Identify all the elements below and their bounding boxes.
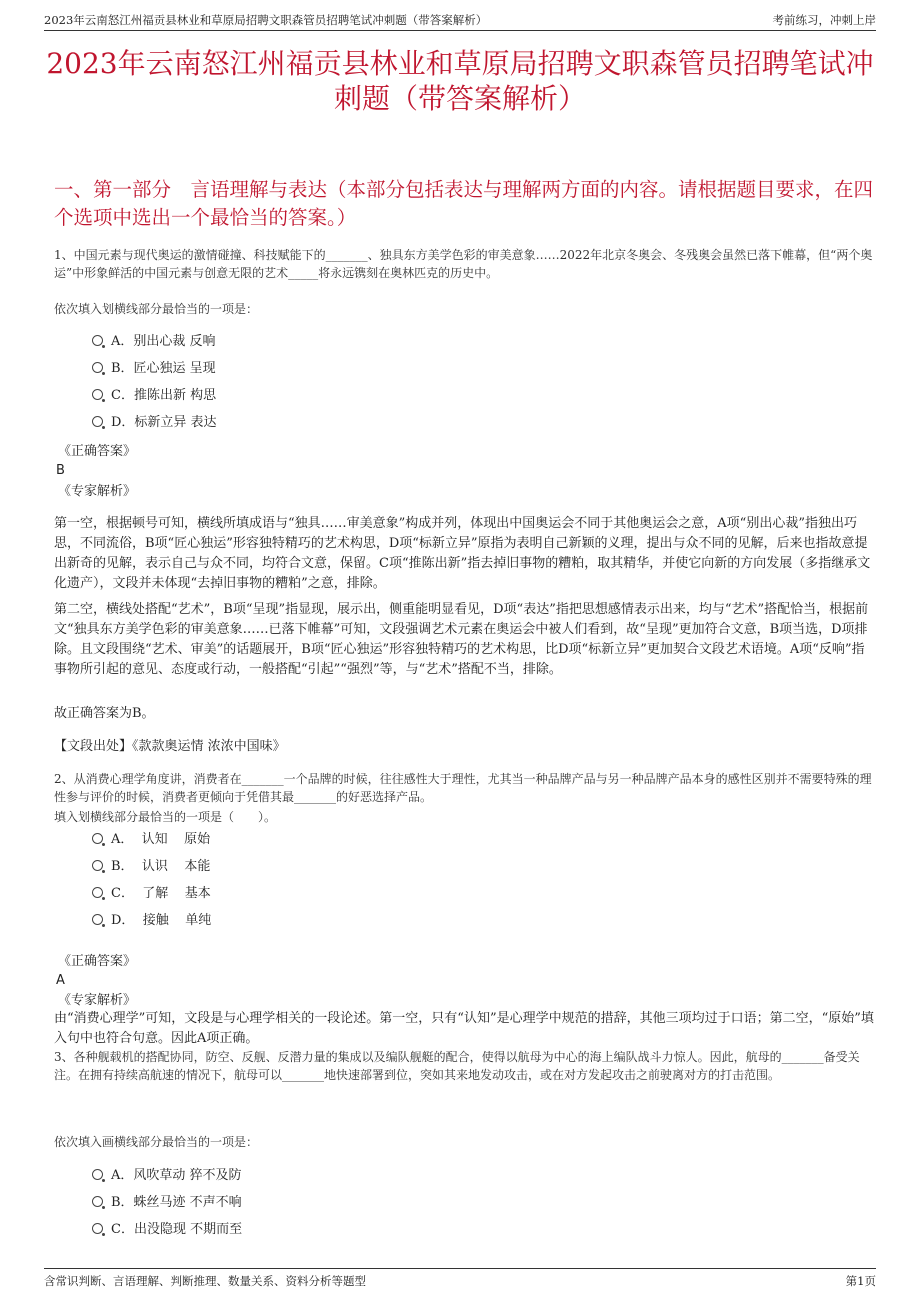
q2-option-b[interactable]: [92, 858, 210, 876]
radio-icon[interactable]: [92, 860, 103, 871]
q1-option-d-label: D．标新立异 表达: [111, 415, 217, 430]
q1-option-b[interactable]: [92, 360, 216, 378]
q2-option-b-label: B． 认识 本能: [111, 859, 211, 874]
q3-option-c-label: C．出没隐现 不期而至: [111, 1222, 243, 1237]
q1-conclusion: 故正确答案为B。: [54, 706, 155, 721]
radio-icon[interactable]: [92, 416, 103, 427]
q2-answer: A: [56, 973, 65, 988]
radio-icon[interactable]: [92, 1196, 103, 1207]
radio-icon[interactable]: [92, 335, 103, 346]
footer-topics: 含常识判断、言语理解、判断推理、数量关系、资料分析等题型: [44, 1274, 366, 1288]
radio-icon[interactable]: [92, 914, 103, 925]
q2-option-a-label: A． 认知 原始: [111, 832, 211, 847]
q2-analysis: 由“消费心理学”可知，文段是与心理学相关的一段论述。第一空，只有“认知”是心理学中规范的措辞，其他三项均过于口语；第二空，“原始”填入句中也符合句意。因此A项正确。: [54, 1011, 874, 1046]
q2-answer-label: 《正确答案》: [58, 954, 137, 969]
q1-option-a[interactable]: [92, 333, 216, 351]
q2-option-d[interactable]: [92, 912, 211, 930]
q2-analysis-label: 《专家解析》: [58, 993, 137, 1008]
q3-option-b-label: B．蛛丝马迹 不声不响: [111, 1195, 242, 1210]
header-slogan: 考前练习，冲刺上岸: [772, 13, 876, 27]
q3-option-b[interactable]: [92, 1194, 242, 1212]
q1-source: 【文段出处】《款款奥运情 浓浓中国味》: [54, 739, 286, 754]
q1-answer-label: 《正确答案》: [58, 444, 137, 459]
q3-stem: 3、各种舰载机的搭配协同，防空、反舰、反潜力量的集成以及编队舰艇的配合，使得以航母为中心的海上编队战斗力惊人。因此，航母的_______备受关注。在拥有持续高航速的情况下，航母可以_______地快速部署到位，突如其来地发动攻击，或在对方发起攻击之前驶离对方的打击范围。: [54, 1050, 860, 1082]
page-header: [44, 10, 876, 31]
q2-option-d-label: D． 接触 单纯: [111, 913, 212, 928]
q2-stem: 2、从消费心理学角度讲，消费者在_______一个品牌的时候，往往感性大于理性，尤其当一种品牌产品与另一种品牌产品本身的感性区别并不需要特殊的理性参与评价的时候，消费者更倾向于凭借其最_______的好恶选择产品。: [54, 772, 872, 804]
q3-option-a[interactable]: [92, 1167, 242, 1185]
document-title: 2023年云南怒江州福贡县林业和草原局招聘文职森管员招聘笔试冲刺题（带答案解析）: [46, 47, 874, 115]
q1-option-c-label: C．推陈出新 构思: [111, 388, 217, 403]
q1-analysis-paragraph-1: 第一空，根据顿号可知，横线所填成语与“独具……审美意象”构成并列，体现出中国奥运会不同于其他奥运会之意，A项“别出心裁”指独出巧思，不同流俗，B项“匠心独运”形容独特精巧的艺术构思，D项“标新立异”原指为表明自己新颖的义理，提出与众不同的见解，后来也指故意提出新奇的见解，表示自己与众不同，均符合文意，保留。C项“推陈出新”指去掉旧事物的糟粕，取其精华，并使它向新的方向发展（多指继承文化遗产），文段并未体现“去掉旧事物的糟粕”之意，排除。: [54, 516, 871, 591]
radio-icon[interactable]: [92, 1223, 103, 1234]
q2-option-a[interactable]: [92, 831, 210, 849]
radio-icon[interactable]: [92, 362, 103, 373]
q1-analysis-paragraph-2: 第二空，横线处搭配“艺术”，B项“呈现”指显现，展示出，侧重能明显看见，D项“表达”指把思想感情表示出来，均与“艺术”搭配恰当，根据前文“独具东方美学色彩的审美意象……已落下帷幕”可知，文段强调艺术元素在奥运会中被人们看到，故“呈现”更加符合文意，B项当选，D项排除。且文段围绕“艺术、审美”的话题展开，B项“匠心独运”形容独特精巧的艺术构思，比D项“标新立异”更加契合文段艺术语境。A项“反响”指事物所引起的意见、态度或行动，一般搭配“引起”“强烈”等，与“艺术”搭配不当，排除。: [54, 602, 869, 677]
radio-icon[interactable]: [92, 833, 103, 844]
q3-option-a-label: A．风吹草动 猝不及防: [111, 1168, 242, 1183]
q1-option-b-label: B．匠心独运 呈现: [111, 361, 216, 376]
header-doc-title: 2023年云南怒江州福贡县林业和草原局招聘文职森管员招聘笔试冲刺题（带答案解析）: [44, 13, 488, 27]
q2-prompt: 填入划横线部分最恰当的一项是（ ）。: [54, 810, 277, 824]
q1-analysis-label: 《专家解析》: [58, 484, 137, 499]
q1-stem: 1、中国元素与现代奥运的激情碰撞、科技赋能下的_______、独具东方美学色彩的审美意象……2022年北京冬奥会、冬残奥会虽然已落下帷幕，但“两个奥运”中形象鲜活的中国元素与创意无限的艺术_____将永远镌刻在奥林匹克的历史中。: [54, 248, 873, 280]
q1-option-c[interactable]: [92, 387, 216, 405]
q1-option-a-label: A．别出心裁 反响: [111, 334, 216, 349]
radio-icon[interactable]: [92, 1169, 103, 1180]
radio-icon[interactable]: [92, 389, 103, 400]
section-heading: 一、第一部分 言语理解与表达（本部分包括表达与理解两方面的内容。请根据题目要求，在四个选项中选出一个最恰当的答案。）: [54, 178, 874, 229]
q2-option-c-label: C． 了解 基本: [111, 886, 211, 901]
radio-icon[interactable]: [92, 887, 103, 898]
q1-answer: B: [56, 463, 65, 478]
page-footer: [44, 1268, 876, 1289]
q1-prompt: 依次填入划横线部分最恰当的一项是：: [54, 302, 259, 316]
page-number: 第1页: [845, 1274, 876, 1288]
q3-option-c[interactable]: [92, 1221, 242, 1239]
q1-option-d[interactable]: [92, 414, 217, 432]
q2-option-c[interactable]: [92, 885, 211, 903]
q3-prompt: 依次填入画横线部分最恰当的一项是：: [54, 1135, 259, 1149]
